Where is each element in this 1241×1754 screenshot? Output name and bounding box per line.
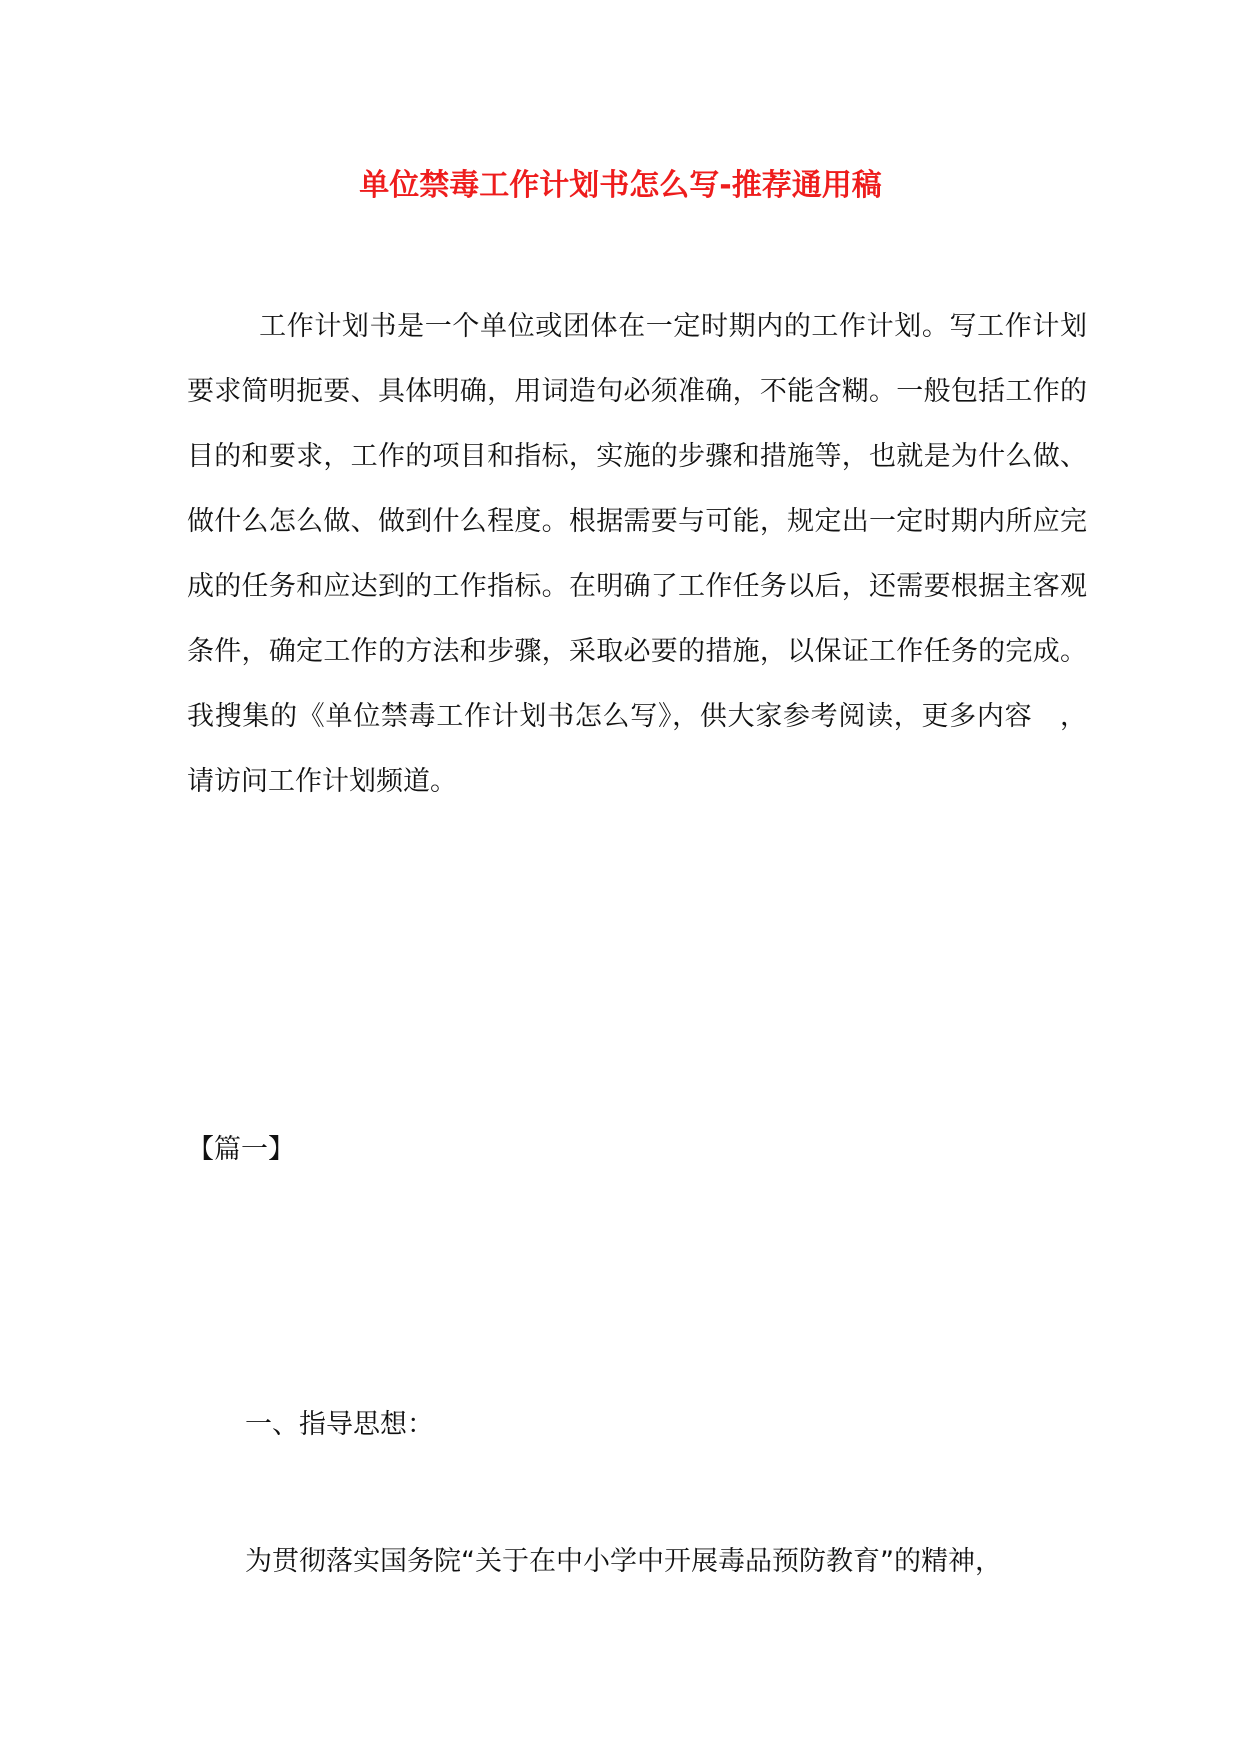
body-paragraph: 为贯彻落实国务院“关于在中小学中开展毒品预防教育”的精神， [245, 1546, 1002, 1577]
intro-paragraph: 工作计划书是一个单位或团体在一定时期内的工作计划。写工作计划要求简明扼要、具体明确，用词造句必须准确，不能含糊。一般包括工作的目的和要求，工作的项目和指标，实施的步骤和措施等，也就是为什么做、做什么怎么做、做到什么程度。根据需要与可能，规定出一定时期内所应完成的任务和应达到的工作指标。在明确了工作任务以后，还需要根据主客观条件，确定工作的方法和步骤，采取必要的措施，以保证工作任务的完成。我搜集的《单位禁毒工作计划书怎么写》，供大家参考阅读，更多内容 ，请访问工作计划频道。 [187, 311, 1087, 797]
section-label: 【篇一】 [187, 1134, 295, 1165]
document-title: 单位禁毒工作计划书怎么写-推荐通用稿 [359, 168, 882, 203]
sub-heading: 一、指导思想： [245, 1409, 434, 1440]
